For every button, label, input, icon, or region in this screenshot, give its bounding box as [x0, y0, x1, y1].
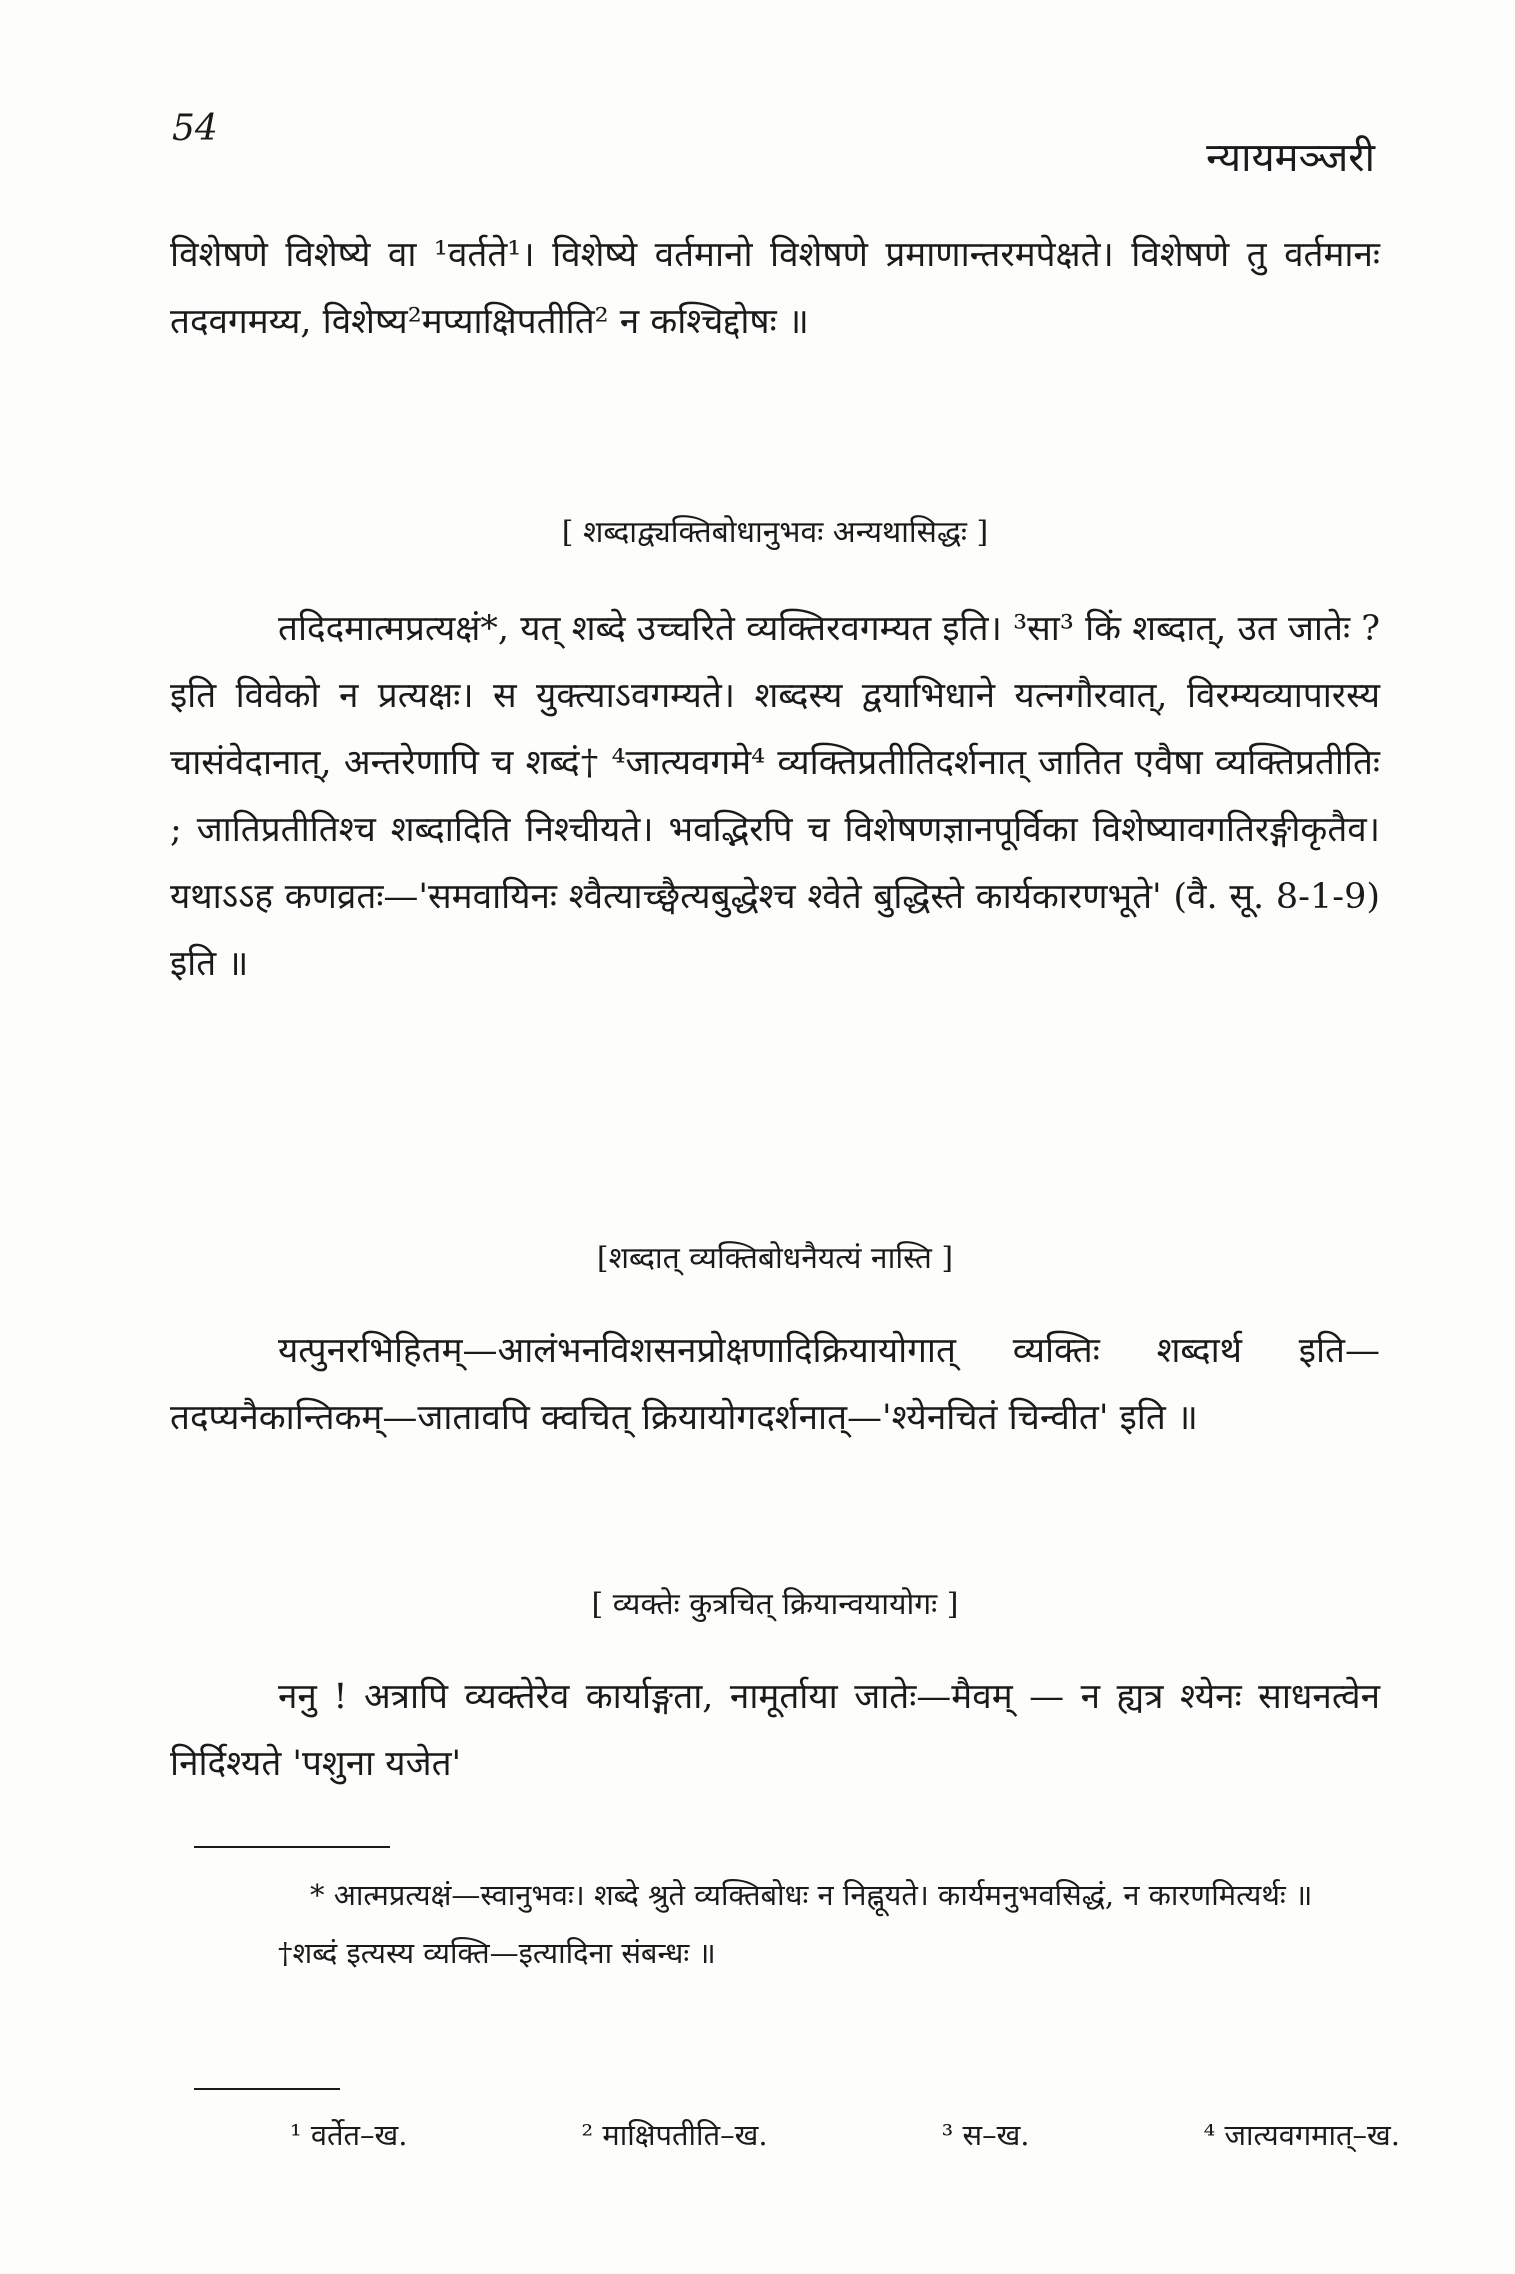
variant-4: ⁴ जात्यवगमात्–ख. — [1203, 2118, 1400, 2152]
variant-2: ² माक्षिपतीति–ख. — [581, 2118, 768, 2152]
footnotes — [170, 1866, 1380, 1982]
footnote-separator — [194, 1846, 390, 1848]
variant-readings — [290, 2115, 1400, 2154]
paragraph-1 — [170, 222, 1380, 356]
paragraph-1-text: विशेषणे विशेष्ये वा ¹वर्तते¹। विशेष्ये वर्तमानो विशेषणे प्रमाणान्तरमपेक्षते। विशेषणे तु वर्तमानः तदवगमय्य, विशेष्य²मप्याक्षिपतीति² न कश्चिद्दोषः ॥ — [170, 235, 1380, 342]
paragraph-4-text: ननु ! अत्रापि व्यक्तेरेव कार्याङ्गता, नामूर्ताया जातेः—मैवम् — न ह्यत्र श्येनः साधनत्वेन निर्दिश्यते 'पशुना यजेत' — [170, 1677, 1380, 1784]
paragraph-3-text: यत्पुनरभिहितम्—आलंभनविशसनप्रोक्षणादिक्रियायोगात् व्यक्तिः शब्दार्थ इति—तदप्यनैकान्तिकम्—जातावपि क्वचित् क्रियायोगदर्शनात्—'श्येनचितं चिन्वीत' इति ॥ — [170, 1331, 1380, 1438]
section-heading-1: [ शब्दाद्व्यक्तिबोधानुभवः अन्यथासिद्धः ] — [561, 515, 989, 550]
section-heading-2: [शब्दात् व्यक्तिबोधनैयत्यं नास्ति ] — [596, 1241, 954, 1276]
footnote-1: * आत्मप्रत्यक्षं—स्वानुभवः। शब्दे श्रुते व्यक्तिबोधः न निह्नूयते। कार्यमनुभवसिद्धं, न कारणमित्यर्थः ॥ — [310, 1878, 1313, 1912]
paragraph-4 — [170, 1664, 1380, 1798]
running-head: न्यायमञ्जरी — [1206, 135, 1375, 181]
page-number: 54 — [172, 108, 218, 149]
paragraph-3 — [170, 1318, 1380, 1452]
section-heading-3: [ व्यक्तेः कुत्रचित् क्रियान्वयायोगः ] — [591, 1587, 959, 1622]
variant-3: ³ स–ख. — [941, 2118, 1030, 2152]
variants-separator — [194, 2088, 340, 2090]
footnote-2: †शब्दं इत्यस्य व्यक्ति—इत्यादिना संबन्धः ॥ — [278, 1936, 716, 1970]
paragraph-2 — [170, 596, 1380, 998]
paragraph-2-text: तदिदमात्मप्रत्यक्षं*, यत् शब्दे उच्चरिते व्यक्तिरवगम्यत इति। ³सा³ किं शब्दात्, उत जातेः ? इति विवेको न प्रत्यक्षः। स युक्त्याऽवगम्यते। शब्दस्य द्वयाभिधाने यत्नगौरवात्, विरम्यव्यापारस्य चासंवेदानात्, अन्तरेणापि च शब्दं† ⁴जात्यवगमे⁴ व्यक्तिप्रतीतिदर्शनात् जातित एवैषा व्यक्तिप्रतीतिः ; जातिप्रतीतिश्च शब्दादिति निश्चीयते। भवद्भिरपि च विशेषणज्ञानपूर्विका विशेष्यावगतिरङ्गीकृतैव। यथाऽऽह कणव्रतः—'समवायिनः श्वैत्याच्छ्वैत्यबुद्धेश्च श्वेते बुद्धिस्ते कार्यकारणभूते' (वै. सू. 8-1-9) इति ॥ — [170, 609, 1380, 984]
variant-1: ¹ वर्तेत–ख. — [290, 2118, 408, 2152]
